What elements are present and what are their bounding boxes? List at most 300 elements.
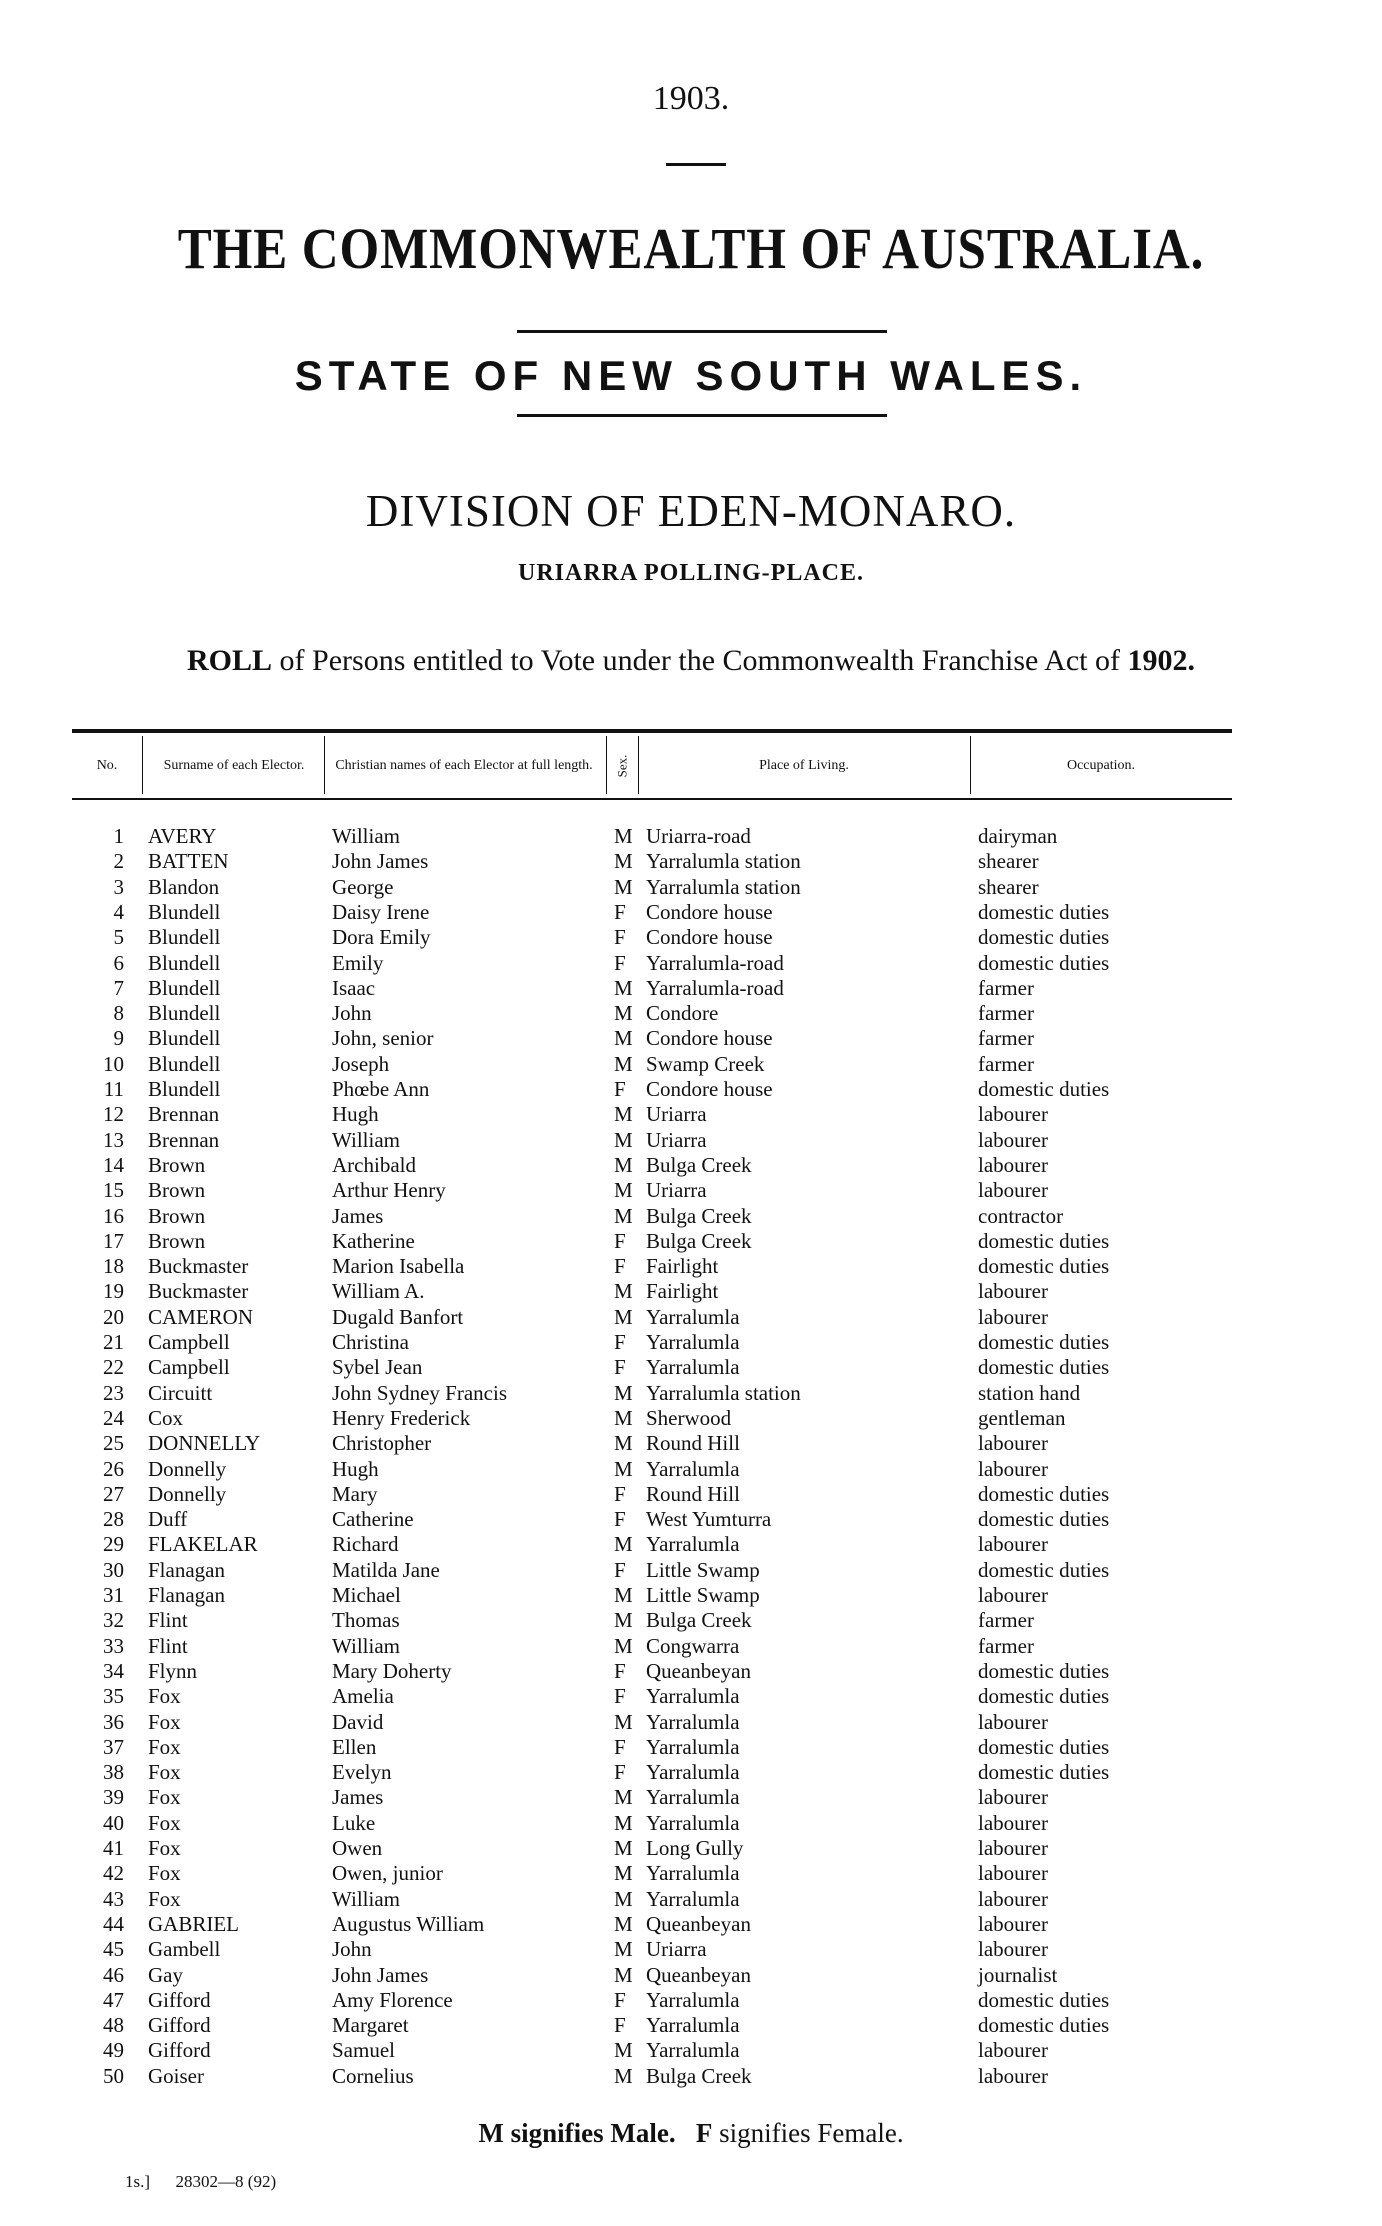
elector-sex: M bbox=[614, 1608, 633, 1633]
table-row bbox=[0, 1988, 1382, 2013]
elector-occupation: labourer bbox=[978, 1709, 1048, 1734]
elector-place-of-living: West Yumturra bbox=[646, 1507, 772, 1532]
elector-surname: Blundell bbox=[148, 1077, 221, 1101]
elector-christian-names: Richard bbox=[332, 1532, 399, 1557]
elector-surname: Flanagan bbox=[148, 1583, 225, 1607]
elector-sex: M bbox=[614, 1633, 633, 1658]
elector-place-of-living: Little Swamp bbox=[646, 1557, 760, 1582]
elector-number: 13 bbox=[103, 1127, 124, 1152]
elector-christian-names: Katherine bbox=[332, 1228, 415, 1253]
elector-number: 33 bbox=[103, 1633, 124, 1658]
table-row bbox=[0, 1026, 1382, 1051]
elector-occupation: contractor bbox=[978, 1203, 1064, 1228]
elector-sex: M bbox=[614, 1203, 633, 1228]
state-title: STATE OF NEW SOUTH WALES. bbox=[294, 352, 1088, 399]
elector-number: 6 bbox=[113, 950, 124, 975]
elector-occupation: domestic duties bbox=[978, 1355, 1110, 1380]
elector-sex: M bbox=[614, 1178, 633, 1203]
elector-christian-names: Mary Doherty bbox=[332, 1658, 452, 1683]
table-row bbox=[0, 1001, 1382, 1026]
elector-surname: Blandon bbox=[148, 874, 220, 899]
table-row bbox=[0, 2038, 1382, 2063]
elector-christian-names: Henry Frederick bbox=[332, 1405, 471, 1430]
elector-number: 37 bbox=[103, 1734, 124, 1759]
elector-number: 32 bbox=[103, 1608, 124, 1633]
elector-number: 7 bbox=[113, 975, 124, 1000]
elector-number: 47 bbox=[103, 1987, 124, 2012]
elector-sex: F bbox=[614, 1330, 626, 1354]
table-row bbox=[0, 1178, 1382, 1203]
elector-surname: Brennan bbox=[148, 1102, 220, 1127]
elector-occupation: farmer bbox=[978, 1608, 1034, 1633]
elector-occupation: gentleman bbox=[978, 1405, 1066, 1430]
elector-surname: Duff bbox=[148, 1507, 188, 1532]
table-row bbox=[0, 1229, 1382, 1254]
elector-number: 10 bbox=[103, 1051, 124, 1076]
elector-number: 44 bbox=[103, 1911, 124, 1936]
elector-christian-names: Amelia bbox=[332, 1684, 394, 1709]
elector-occupation: labourer bbox=[978, 1937, 1048, 1962]
column-header-surname: Surname of each Elector. bbox=[163, 758, 305, 773]
elector-sex: M bbox=[614, 1886, 633, 1911]
elector-surname: FLAKELAR bbox=[148, 1532, 258, 1557]
elector-occupation: labourer bbox=[978, 1152, 1048, 1177]
elector-place-of-living: Little Swamp bbox=[646, 1583, 760, 1607]
imprint-code: 1s.] bbox=[125, 2172, 151, 2191]
elector-place-of-living: Fairlight bbox=[646, 1254, 719, 1279]
table-row bbox=[0, 1102, 1382, 1127]
table-row bbox=[0, 1052, 1382, 1077]
elector-place-of-living: Round Hill bbox=[646, 1431, 740, 1456]
elector-christian-names: John bbox=[332, 1001, 372, 1026]
elector-place-of-living: Queanbeyan bbox=[646, 1658, 751, 1683]
elector-surname: Brown bbox=[148, 1152, 206, 1177]
year-divider bbox=[666, 163, 726, 166]
elector-number: 3 bbox=[113, 874, 124, 899]
elector-place-of-living: Yarralumla bbox=[646, 1532, 740, 1557]
elector-sex: F bbox=[614, 1987, 626, 2012]
elector-christian-names: John James bbox=[332, 849, 429, 874]
elector-surname: Campbell bbox=[148, 1355, 230, 1380]
elector-surname: GABRIEL bbox=[148, 1911, 239, 1936]
table-row bbox=[0, 1077, 1382, 1102]
polling-place-title: URIARRA POLLING-PLACE. bbox=[517, 560, 865, 586]
elector-surname: Brown bbox=[148, 1178, 206, 1203]
elector-occupation: domestic duties bbox=[978, 1987, 1110, 2012]
elector-place-of-living: Yarralumla bbox=[646, 1709, 740, 1734]
elector-occupation: labourer bbox=[978, 1532, 1048, 1557]
column-header-sex-label: Sex. bbox=[614, 754, 629, 778]
elector-surname: Flint bbox=[148, 1633, 188, 1658]
elector-place-of-living: Uriarra bbox=[646, 1937, 707, 1962]
table-row bbox=[0, 951, 1382, 976]
elector-number: 43 bbox=[103, 1886, 124, 1911]
elector-place-of-living: Bulga Creek bbox=[646, 2063, 752, 2088]
elector-place-of-living: Uriarra bbox=[646, 1102, 707, 1127]
elector-place-of-living: Yarralumla bbox=[646, 1355, 740, 1380]
column-divider bbox=[142, 736, 143, 794]
table-row bbox=[0, 1659, 1382, 1684]
elector-surname: Gambell bbox=[148, 1937, 221, 1962]
elector-surname: Blundell bbox=[148, 1051, 221, 1076]
commonwealth-title: THE COMMONWEALTH OF AUSTRALIA. bbox=[177, 216, 1205, 281]
elector-occupation: domestic duties bbox=[978, 2013, 1110, 2038]
elector-sex: F bbox=[614, 1507, 626, 1532]
table-row bbox=[0, 1406, 1382, 1431]
elector-number: 26 bbox=[103, 1456, 124, 1481]
elector-number: 27 bbox=[103, 1481, 124, 1506]
elector-occupation: labourer bbox=[978, 1861, 1048, 1886]
elector-sex: M bbox=[614, 1861, 633, 1886]
table-row bbox=[0, 976, 1382, 1001]
elector-sex: M bbox=[614, 1583, 633, 1607]
elector-sex: M bbox=[614, 1532, 633, 1557]
elector-number: 28 bbox=[103, 1507, 124, 1532]
elector-occupation: labourer bbox=[978, 1785, 1048, 1810]
elector-sex: M bbox=[614, 975, 633, 1000]
elector-sex: M bbox=[614, 1152, 633, 1177]
elector-place-of-living: Yarralumla bbox=[646, 1886, 740, 1911]
elector-christian-names: Isaac bbox=[332, 975, 376, 1000]
elector-number: 15 bbox=[103, 1178, 124, 1203]
elector-christian-names: John James bbox=[332, 1962, 429, 1987]
elector-occupation: shearer bbox=[978, 874, 1039, 899]
elector-occupation: dairyman bbox=[978, 824, 1058, 848]
elector-sex: M bbox=[614, 2038, 633, 2063]
table-row bbox=[0, 1963, 1382, 1988]
elector-sex: F bbox=[614, 1254, 626, 1279]
elector-occupation: domestic duties bbox=[978, 1077, 1110, 1101]
elector-number: 20 bbox=[103, 1304, 124, 1329]
elector-number: 2 bbox=[113, 849, 124, 874]
column-header-christian-names: Christian names of each Elector at full length. bbox=[335, 758, 593, 773]
elector-place-of-living: Yarralumla-road bbox=[646, 950, 784, 975]
elector-number: 45 bbox=[103, 1937, 124, 1962]
elector-surname: Fox bbox=[148, 1836, 181, 1860]
table-row bbox=[0, 1431, 1382, 1456]
elector-place-of-living: Yarralumla-road bbox=[646, 975, 784, 1000]
state-rule-top bbox=[517, 330, 887, 333]
table-row bbox=[0, 900, 1382, 925]
elector-christian-names: Dora Emily bbox=[332, 925, 431, 950]
elector-number: 25 bbox=[103, 1431, 124, 1456]
table-row bbox=[0, 1684, 1382, 1709]
elector-occupation: labourer bbox=[978, 1304, 1048, 1329]
elector-christian-names: Hugh bbox=[332, 1102, 379, 1127]
table-row bbox=[0, 1836, 1382, 1861]
elector-surname: Fox bbox=[148, 1760, 181, 1785]
table-row bbox=[0, 1128, 1382, 1153]
elector-occupation: labourer bbox=[978, 1102, 1048, 1127]
elector-sex: M bbox=[614, 1810, 633, 1835]
elector-occupation: shearer bbox=[978, 849, 1039, 874]
elector-number: 35 bbox=[103, 1684, 124, 1709]
elector-christian-names: William A. bbox=[332, 1279, 425, 1304]
elector-occupation: domestic duties bbox=[978, 1254, 1110, 1279]
elector-surname: Donnelly bbox=[148, 1481, 227, 1506]
elector-christian-names: Amy Florence bbox=[332, 1987, 453, 2012]
elector-christian-names: James bbox=[332, 1785, 384, 1810]
elector-occupation: journalist bbox=[978, 1962, 1058, 1987]
elector-number: 46 bbox=[103, 1962, 124, 1987]
elector-number: 40 bbox=[103, 1810, 124, 1835]
elector-surname: Fox bbox=[148, 1785, 181, 1810]
elector-occupation: labourer bbox=[978, 1911, 1048, 1936]
elector-sex: F bbox=[614, 1760, 626, 1785]
elector-christian-names: George bbox=[332, 874, 394, 899]
elector-sex: M bbox=[614, 1431, 633, 1456]
elector-christian-names: Dugald Banfort bbox=[332, 1304, 464, 1329]
elector-christian-names: Owen, junior bbox=[332, 1861, 443, 1886]
elector-place-of-living: Yarralumla bbox=[646, 1760, 740, 1785]
table-row bbox=[0, 1381, 1382, 1406]
table-row bbox=[0, 1887, 1382, 1912]
elector-surname: Fox bbox=[148, 1734, 181, 1759]
table-row bbox=[0, 1457, 1382, 1482]
elector-christian-names: William bbox=[332, 824, 400, 848]
elector-place-of-living: Queanbeyan bbox=[646, 1911, 751, 1936]
elector-sex: M bbox=[614, 1279, 633, 1304]
elector-surname: Flanagan bbox=[148, 1557, 225, 1582]
column-divider bbox=[324, 736, 325, 794]
elector-christian-names: John, senior bbox=[332, 1026, 434, 1051]
elector-sex: M bbox=[614, 1304, 633, 1329]
elector-place-of-living: Yarralumla bbox=[646, 1456, 740, 1481]
elector-place-of-living: Yarralumla station bbox=[646, 1380, 801, 1405]
elector-place-of-living: Condore house bbox=[646, 1026, 773, 1051]
table-row bbox=[0, 2064, 1382, 2089]
table-header-rule-bottom bbox=[72, 798, 1232, 800]
elector-number: 49 bbox=[103, 2038, 124, 2063]
column-header-place: Place of Living. bbox=[759, 758, 849, 773]
table-row bbox=[0, 1634, 1382, 1659]
sex-legend bbox=[0, 2118, 1382, 2149]
elector-occupation: farmer bbox=[978, 1001, 1034, 1026]
elector-christian-names: Luke bbox=[332, 1810, 376, 1835]
elector-occupation: domestic duties bbox=[978, 1330, 1110, 1354]
elector-occupation: domestic duties bbox=[978, 1760, 1110, 1785]
elector-christian-names: Arthur Henry bbox=[332, 1178, 446, 1203]
elector-occupation: domestic duties bbox=[978, 1734, 1110, 1759]
elector-number: 30 bbox=[103, 1557, 124, 1582]
elector-surname: Brown bbox=[148, 1228, 206, 1253]
elector-sex: F bbox=[614, 899, 626, 924]
elector-surname: Gifford bbox=[148, 2038, 211, 2063]
elector-place-of-living: Long Gully bbox=[646, 1836, 744, 1860]
elector-christian-names: Margaret bbox=[332, 2013, 409, 2038]
elector-christian-names: Sybel Jean bbox=[332, 1355, 423, 1380]
column-header-no: No. bbox=[96, 758, 118, 773]
elector-sex: F bbox=[614, 1481, 626, 1506]
elector-number: 24 bbox=[103, 1405, 124, 1430]
document-year: 1903. bbox=[652, 80, 730, 117]
table-row bbox=[0, 1330, 1382, 1355]
elector-sex: F bbox=[614, 1557, 626, 1582]
imprint-number: 28302—8 (92) bbox=[175, 2172, 277, 2191]
elector-christian-names: Cornelius bbox=[332, 2063, 414, 2088]
elector-occupation: domestic duties bbox=[978, 899, 1110, 924]
elector-surname: Cox bbox=[148, 1405, 184, 1430]
elector-sex: F bbox=[614, 950, 626, 975]
elector-sex: M bbox=[614, 1380, 633, 1405]
roll-title-text: of Persons entitled to Vote under the Commonwealth Franchise Act of bbox=[272, 644, 1128, 677]
elector-number: 21 bbox=[103, 1330, 124, 1354]
table-row bbox=[0, 1608, 1382, 1633]
elector-place-of-living: Yarralumla bbox=[646, 1734, 740, 1759]
elector-sex: F bbox=[614, 1734, 626, 1759]
elector-sex: M bbox=[614, 1102, 633, 1127]
elector-number: 48 bbox=[103, 2013, 124, 2038]
elector-surname: Gifford bbox=[148, 2013, 211, 2038]
female-key: F bbox=[695, 2118, 713, 2148]
elector-christian-names: Augustus William bbox=[332, 1911, 485, 1936]
elector-place-of-living: Uriarra-road bbox=[646, 824, 751, 848]
elector-number: 22 bbox=[103, 1355, 124, 1380]
elector-surname: AVERY bbox=[148, 824, 217, 848]
elector-place-of-living: Uriarra bbox=[646, 1178, 707, 1203]
table-row bbox=[0, 1355, 1382, 1380]
elector-sex: M bbox=[614, 1456, 633, 1481]
elector-surname: Buckmaster bbox=[148, 1254, 249, 1279]
elector-number: 36 bbox=[103, 1709, 124, 1734]
elector-occupation: domestic duties bbox=[978, 950, 1110, 975]
elector-number: 50 bbox=[103, 2063, 124, 2088]
elector-place-of-living: Yarralumla bbox=[646, 1861, 740, 1886]
elector-christian-names: Phœbe Ann bbox=[332, 1077, 430, 1101]
elector-number: 17 bbox=[103, 1228, 124, 1253]
elector-occupation: labourer bbox=[978, 1810, 1048, 1835]
elector-number: 18 bbox=[103, 1254, 124, 1279]
elector-occupation: labourer bbox=[978, 1279, 1048, 1304]
elector-christian-names: James bbox=[332, 1203, 384, 1228]
elector-number: 11 bbox=[103, 1077, 124, 1101]
elector-sex: M bbox=[614, 849, 633, 874]
elector-occupation: domestic duties bbox=[978, 925, 1110, 950]
elector-christian-names: Emily bbox=[332, 950, 384, 975]
elector-number: 34 bbox=[103, 1658, 124, 1683]
elector-christian-names: John bbox=[332, 1937, 372, 1962]
elector-place-of-living: Yarralumla bbox=[646, 1785, 740, 1810]
elector-christian-names: Michael bbox=[332, 1583, 401, 1607]
elector-surname: Blundell bbox=[148, 1026, 221, 1051]
elector-surname: Flynn bbox=[148, 1658, 198, 1683]
elector-number: 14 bbox=[103, 1152, 124, 1177]
table-row bbox=[0, 1204, 1382, 1229]
elector-occupation: domestic duties bbox=[978, 1228, 1110, 1253]
table-row bbox=[0, 824, 1382, 849]
elector-sex: M bbox=[614, 1127, 633, 1152]
elector-christian-names: Samuel bbox=[332, 2038, 395, 2063]
elector-place-of-living: Condore bbox=[646, 1001, 719, 1026]
elector-place-of-living: Condore house bbox=[646, 925, 773, 950]
elector-sex: F bbox=[614, 925, 626, 950]
elector-surname: Brown bbox=[148, 1203, 206, 1228]
elector-christian-names: Marion Isabella bbox=[332, 1254, 465, 1279]
elector-occupation: farmer bbox=[978, 1633, 1034, 1658]
table-row bbox=[0, 875, 1382, 900]
elector-sex: F bbox=[614, 1684, 626, 1709]
elector-sex: M bbox=[614, 1962, 633, 1987]
elector-surname: Buckmaster bbox=[148, 1279, 249, 1304]
elector-sex: F bbox=[614, 1077, 626, 1101]
table-row bbox=[0, 1912, 1382, 1937]
table-header-rule-top bbox=[72, 729, 1232, 733]
elector-occupation: domestic duties bbox=[978, 1684, 1110, 1709]
state-rule-bottom bbox=[517, 414, 887, 417]
elector-occupation: labourer bbox=[978, 2038, 1048, 2063]
printer-imprint bbox=[125, 2172, 276, 2192]
elector-christian-names: Christopher bbox=[332, 1431, 432, 1456]
elector-place-of-living: Swamp Creek bbox=[646, 1051, 765, 1076]
elector-surname: Goiser bbox=[148, 2063, 204, 2088]
elector-number: 16 bbox=[103, 1203, 124, 1228]
elector-surname: Circuitt bbox=[148, 1380, 213, 1405]
elector-surname: Flint bbox=[148, 1608, 188, 1633]
elector-christian-names: Thomas bbox=[332, 1608, 400, 1633]
elector-surname: Fox bbox=[148, 1861, 181, 1886]
elector-number: 9 bbox=[113, 1026, 124, 1051]
roll-title-year: 1902. bbox=[1127, 644, 1195, 677]
table-row bbox=[0, 849, 1382, 874]
roll-title bbox=[0, 644, 1382, 678]
male-key: M bbox=[478, 2118, 504, 2148]
elector-sex: M bbox=[614, 874, 633, 899]
elector-place-of-living: Condore house bbox=[646, 1077, 773, 1101]
elector-place-of-living: Yarralumla station bbox=[646, 849, 801, 874]
elector-occupation: domestic duties bbox=[978, 1557, 1110, 1582]
elector-sex: F bbox=[614, 1355, 626, 1380]
table-row bbox=[0, 1532, 1382, 1557]
elector-place-of-living: Round Hill bbox=[646, 1481, 740, 1506]
elector-surname: Blundell bbox=[148, 899, 221, 924]
elector-number: 38 bbox=[103, 1760, 124, 1785]
elector-occupation: farmer bbox=[978, 975, 1034, 1000]
elector-surname: Blundell bbox=[148, 925, 221, 950]
elector-place-of-living: Yarralumla bbox=[646, 1304, 740, 1329]
elector-christian-names: Christina bbox=[332, 1330, 409, 1354]
elector-number: 8 bbox=[113, 1001, 124, 1026]
elector-occupation: labourer bbox=[978, 1127, 1048, 1152]
table-row bbox=[0, 2013, 1382, 2038]
elector-place-of-living: Queanbeyan bbox=[646, 1962, 751, 1987]
elector-number: 1 bbox=[113, 824, 124, 848]
elector-christian-names: Hugh bbox=[332, 1456, 379, 1481]
table-row bbox=[0, 1482, 1382, 1507]
elector-surname: DONNELLY bbox=[148, 1431, 261, 1456]
elector-surname: BATTEN bbox=[148, 849, 229, 874]
table-row bbox=[0, 1785, 1382, 1810]
elector-sex: M bbox=[614, 1001, 633, 1026]
elector-occupation: labourer bbox=[978, 1431, 1048, 1456]
elector-occupation: station hand bbox=[978, 1380, 1081, 1405]
elector-surname: Fox bbox=[148, 1886, 181, 1911]
elector-sex: M bbox=[614, 1026, 633, 1051]
elector-occupation: labourer bbox=[978, 1178, 1048, 1203]
elector-surname: Fox bbox=[148, 1810, 181, 1835]
elector-number: 4 bbox=[113, 899, 124, 924]
elector-number: 39 bbox=[103, 1785, 124, 1810]
elector-christian-names: Joseph bbox=[332, 1051, 390, 1076]
roll-title-lead: ROLL bbox=[187, 644, 273, 677]
column-header-sex bbox=[607, 738, 637, 794]
table-row bbox=[0, 1937, 1382, 1962]
table-row bbox=[0, 925, 1382, 950]
elector-sex: F bbox=[614, 2013, 626, 2038]
male-key-text: signifies Male. bbox=[503, 2118, 676, 2148]
table-row bbox=[0, 1760, 1382, 1785]
elector-christian-names: Daisy Irene bbox=[332, 899, 430, 924]
elector-occupation: labourer bbox=[978, 1456, 1048, 1481]
